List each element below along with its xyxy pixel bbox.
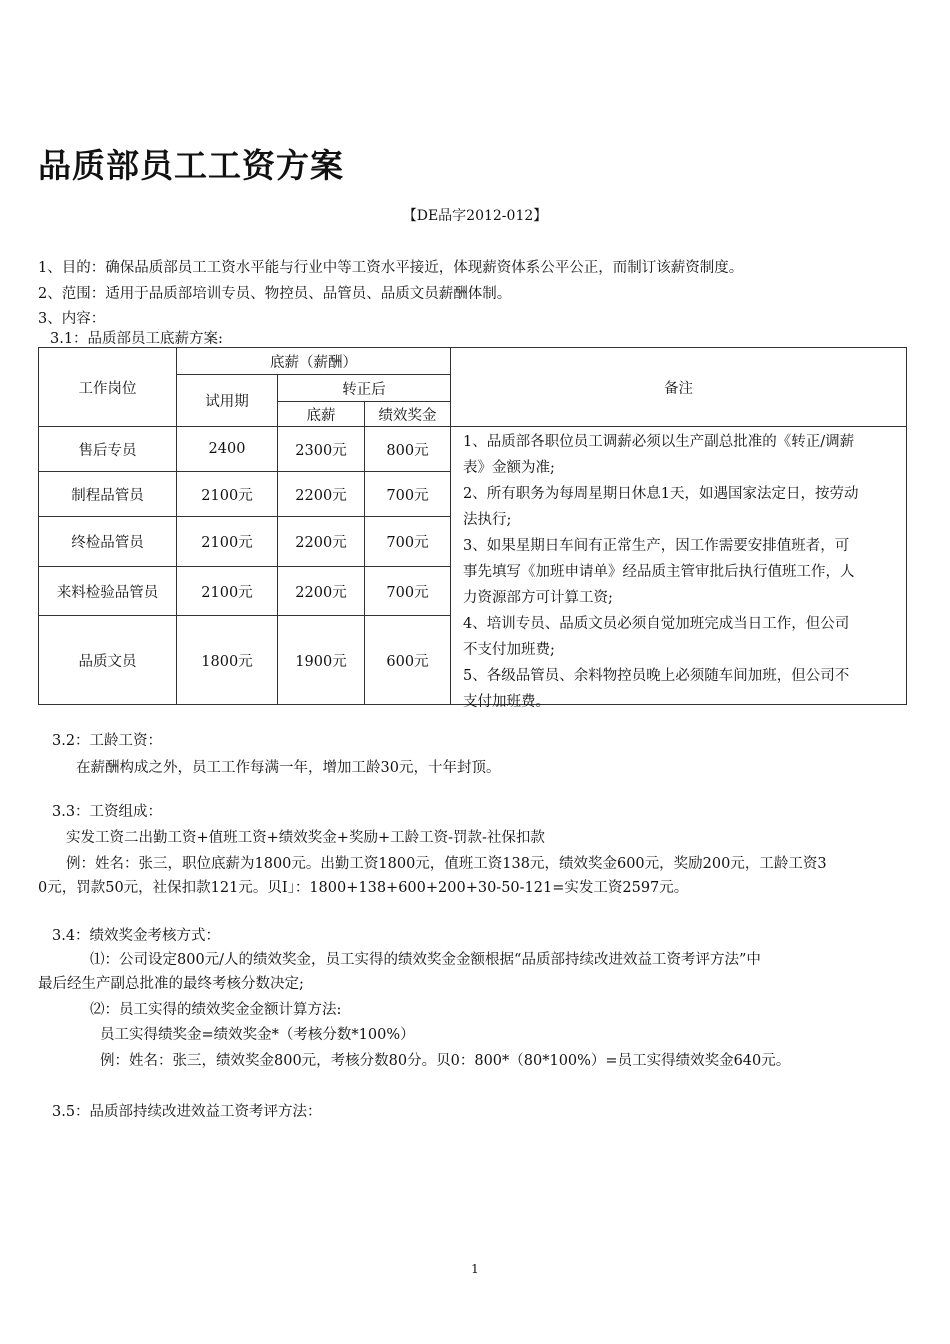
salary-example-line1: 例：姓名：张三，职位底薪为1800元。出勤工资1800元，值班工资138元，绩效奖金600元，奖励200元，工龄工资3 (66, 856, 827, 872)
note-line: 3、如果星期日车间有正常生产，因工作需要安排值班者，可 (463, 538, 850, 554)
content-heading: 3、内容： (38, 311, 106, 327)
section-3-2-heading: 3.2：工龄工资： (52, 733, 163, 749)
remarks-cell (451, 427, 907, 710)
purpose-paragraph: 1、目的：确保品质部员工工资水平能与行业中等工资水平接近，体现薪资体系公平公正，而制订该薪资制度。 (38, 260, 744, 276)
note-line: 1、品质部各职位员工调薪必须以生产副总批准的《转正/调薪 (463, 434, 855, 450)
note-line: 不支付加班费; (463, 642, 555, 658)
document-title: 品质部员工工资方案 (38, 146, 344, 185)
cell-bonus: 700元 (365, 517, 451, 567)
scope-paragraph: 2、范围：适用于品质部培训专员、物控员、品管员、品质文员薪酬体制。 (38, 286, 512, 302)
salary-formula: 实发工资二出勤工资+值班工资+绩效奖金+奖励+工龄工资-罚款-社保扣款 (66, 830, 545, 846)
cell-bonus: 800元 (365, 427, 451, 472)
header-remarks: 备注 (451, 348, 907, 427)
cell-position: 终检品管员 (39, 517, 177, 567)
bonus-item1-line2: 最后经生产副总批准的最终考核分数决定; (38, 976, 304, 992)
page-number: 1 (471, 1262, 479, 1276)
cell-probation: 2100元 (177, 472, 278, 517)
section-3-3-heading: 3.3：工资组成： (52, 804, 163, 820)
cell-regular-base: 2200元 (278, 517, 365, 567)
cell-bonus: 700元 (365, 567, 451, 616)
cell-probation: 2400 (177, 427, 278, 472)
table-row (39, 427, 907, 472)
cell-position: 来料检验品管员 (39, 567, 177, 616)
cell-regular-base: 1900元 (278, 616, 365, 705)
header-base-salary: 底薪（薪酬） (177, 348, 451, 375)
note-line: 5、各级品管员、余料物控员晚上必须随车间加班，但公司不 (463, 668, 850, 684)
section-3-2-text: 在薪酬构成之外，员工工作每满一年，增加工龄30元，十年封顶。 (76, 760, 501, 776)
header-performance-bonus: 绩效奖金 (365, 402, 451, 427)
note-line: 2、所有职务为每周星期日休息1天，如遇国家法定日，按劳动 (463, 486, 859, 502)
cell-regular-base: 2300元 (278, 427, 365, 472)
cell-regular-base: 2200元 (278, 567, 365, 616)
note-line: 表》金额为准; (463, 460, 555, 476)
section-3-1-heading: 3.1：品质部员工底薪方案: (50, 331, 223, 347)
cell-probation: 1800元 (177, 616, 278, 705)
remarks-notes (463, 429, 898, 710)
cell-probation: 2100元 (177, 517, 278, 567)
cell-position: 制程品管员 (39, 472, 177, 517)
cell-position: 品质文员 (39, 616, 177, 705)
cell-position: 售后专员 (39, 427, 177, 472)
section-3-5-heading: 3.5：品质部持续改进效益工资考评方法： (52, 1104, 322, 1120)
bonus-item1-line1: ⑴：公司设定800元/人的绩效奖金，员工实得的绩效奖金金额根据“品质部持续改进效益工资考评方法”中 (90, 952, 761, 968)
cell-probation: 2100元 (177, 567, 278, 616)
cell-regular-base: 2200元 (278, 472, 365, 517)
salary-example-line2: 0元，罚款50元，社保扣款121元。贝I」：1800+138+600+200+30-50-121=实发工资2597元。 (38, 880, 689, 896)
note-line: 4、培训专员、品质文员必须自觉加班完成当日工作，但公司 (463, 616, 850, 632)
header-position: 工作岗位 (39, 348, 177, 427)
document-number: 【DE品字2012-012】 (402, 208, 548, 224)
header-regular-base: 底薪 (278, 402, 365, 427)
note-line: 事先填写《加班申请单》经品质主管审批后执行值班工作，人 (463, 564, 855, 580)
header-regular: 转正后 (278, 375, 451, 402)
note-line: 支付加班费。 (463, 694, 551, 710)
section-3-4-heading: 3.4：绩效奖金考核方式： (52, 928, 221, 944)
cell-bonus: 600元 (365, 616, 451, 705)
cell-bonus: 700元 (365, 472, 451, 517)
bonus-formula: 员工实得绩奖金=绩效奖金*（考核分数*100%） (100, 1027, 415, 1043)
bonus-item2: ⑵：员工实得的绩效奖金金额计算方法: (90, 1002, 342, 1018)
note-line: 法执行; (463, 512, 512, 528)
salary-table (38, 347, 907, 710)
bonus-example: 例：姓名：张三，绩效奖金800元，考核分数80分。贝0：800*（80*100%）=员工实得绩效奖金640元。 (100, 1053, 791, 1069)
note-line: 力资源部方可计算工资; (463, 590, 613, 606)
header-probation: 试用期 (177, 375, 278, 427)
